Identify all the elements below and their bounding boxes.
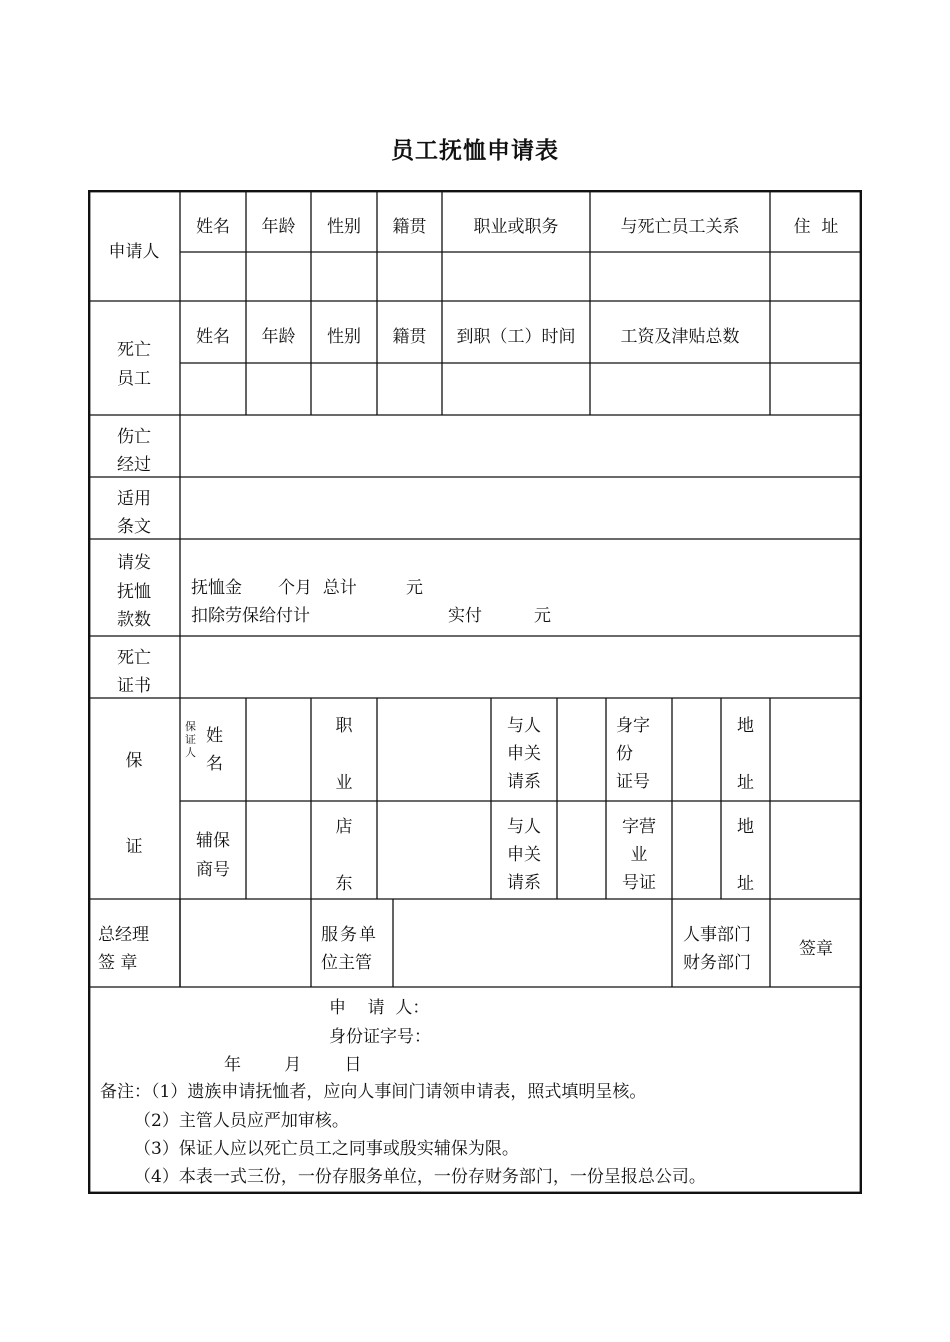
guarantor-id-line2: 份 [616, 744, 633, 764]
shop-license-line1: 字营 [622, 817, 656, 837]
deceased-salary-header: 工资及津贴总数 [620, 327, 740, 347]
note-1: 备注：（1）遗族申请抚恤者，应向人事间门请领申请表，照式填明呈核。 [100, 1082, 647, 1102]
articles-label-line1: 适用 [117, 489, 151, 509]
unit-head-label-line2: 位主管 [321, 953, 372, 973]
deceased-origin-header: 籍贯 [392, 327, 427, 347]
guarantor-job-label-1: 职 [335, 716, 353, 736]
shop-license-line3: 号证 [622, 873, 656, 893]
deceased-label-line1: 死亡 [117, 340, 151, 360]
guarantor-side-label: 保证人 [185, 720, 196, 759]
applicant-name-header: 姓名 [196, 217, 230, 237]
footer-applicant-label: 申 请 人： [329, 998, 430, 1018]
guarantor-address-line1: 地 [737, 716, 754, 736]
gm-sign-label-line2: 签 章 [98, 953, 138, 973]
guarantor-relation-line1: 与人 [507, 716, 541, 736]
shop-relation-line1: 与人 [507, 817, 541, 837]
claim-label-line1: 请发 [117, 553, 151, 573]
application-form-table [88, 190, 862, 1194]
applicant-age-header: 年龄 [261, 217, 296, 237]
footer-date-label: 年 月 日 [224, 1055, 362, 1075]
applicant-occupation-header: 职业或职务 [473, 217, 559, 237]
unit-head-label-line1: 服务单 [321, 925, 378, 945]
applicant-address-header: 住 址 [793, 217, 839, 237]
footer-id-number-label: 身份证字号： [329, 1027, 431, 1047]
shop-owner-label-1: 店 [335, 817, 353, 837]
pension-unit-label: 元 [406, 578, 423, 598]
injury-label-line1: 伤亡 [117, 427, 151, 447]
deceased-name-header: 姓名 [196, 327, 230, 347]
shop-label-line2: 商号 [196, 860, 230, 880]
guarantor-name-label: 姓名 [206, 726, 223, 774]
shop-owner-label-2: 东 [335, 874, 353, 894]
applicant-label: 申请人 [108, 242, 160, 262]
pension-months-label: 抚恤金 [191, 578, 242, 598]
guarantor-address-line2: 址 [737, 773, 754, 793]
claim-label-line3: 款数 [117, 610, 151, 630]
guarantor-relation-line2: 申关 [507, 744, 541, 764]
shop-relation-line3: 请系 [507, 873, 541, 893]
certificate-label-line2: 证书 [117, 676, 151, 696]
actual-payment-unit-label: 元 [534, 606, 551, 626]
shop-relation-line2: 申关 [507, 845, 541, 865]
deduction-label: 扣除劳保给付计 [191, 606, 310, 626]
certificate-label-line1: 死亡 [117, 648, 151, 668]
guarantor-job-label-2: 业 [335, 773, 353, 793]
gm-sign-label-line1: 总经理 [98, 925, 149, 945]
guarantee-label-2: 证 [125, 837, 143, 857]
claim-label-line2: 抚恤 [117, 582, 151, 602]
actual-payment-label: 实付 [448, 606, 482, 626]
shop-license-line2: 业 [630, 845, 648, 865]
injury-label-line2: 经过 [117, 455, 151, 475]
note-2: （2）主管人员应严加审核。 [134, 1111, 349, 1131]
form-title: 员工抚恤申请表 [391, 138, 559, 164]
seal-label: 签章 [799, 939, 833, 959]
note-3: （3）保证人应以死亡员工之同事或殷实辅保为限。 [134, 1139, 519, 1159]
applicant-origin-header: 籍贯 [392, 217, 427, 237]
shop-address-line2: 址 [737, 874, 754, 894]
applicant-relation-header: 与死亡员工关系 [620, 217, 740, 237]
shop-address-line1: 地 [737, 817, 754, 837]
deceased-label-line2: 员工 [117, 369, 151, 389]
shop-label-line1: 辅保 [196, 831, 230, 851]
guarantor-id-line3: 证号 [616, 772, 650, 792]
finance-dept-label: 财务部门 [683, 953, 751, 973]
deceased-hire-date-header: 到职（工）时间 [456, 327, 576, 347]
pension-total-label: 个月 总计 [278, 578, 357, 598]
guarantor-relation-line3: 请系 [507, 772, 541, 792]
deceased-gender-header: 性别 [327, 327, 361, 347]
note-4: （4）本表一式三份，一份存服务单位，一份存财务部门，一份呈报总公司。 [134, 1167, 706, 1187]
hr-dept-label: 人事部门 [683, 925, 751, 945]
deceased-age-header: 年龄 [261, 327, 296, 347]
applicant-gender-header: 性别 [327, 217, 361, 237]
articles-label-line2: 条文 [117, 517, 151, 537]
guarantee-label-1: 保 [125, 751, 143, 771]
guarantor-id-line1: 身字 [616, 716, 650, 736]
